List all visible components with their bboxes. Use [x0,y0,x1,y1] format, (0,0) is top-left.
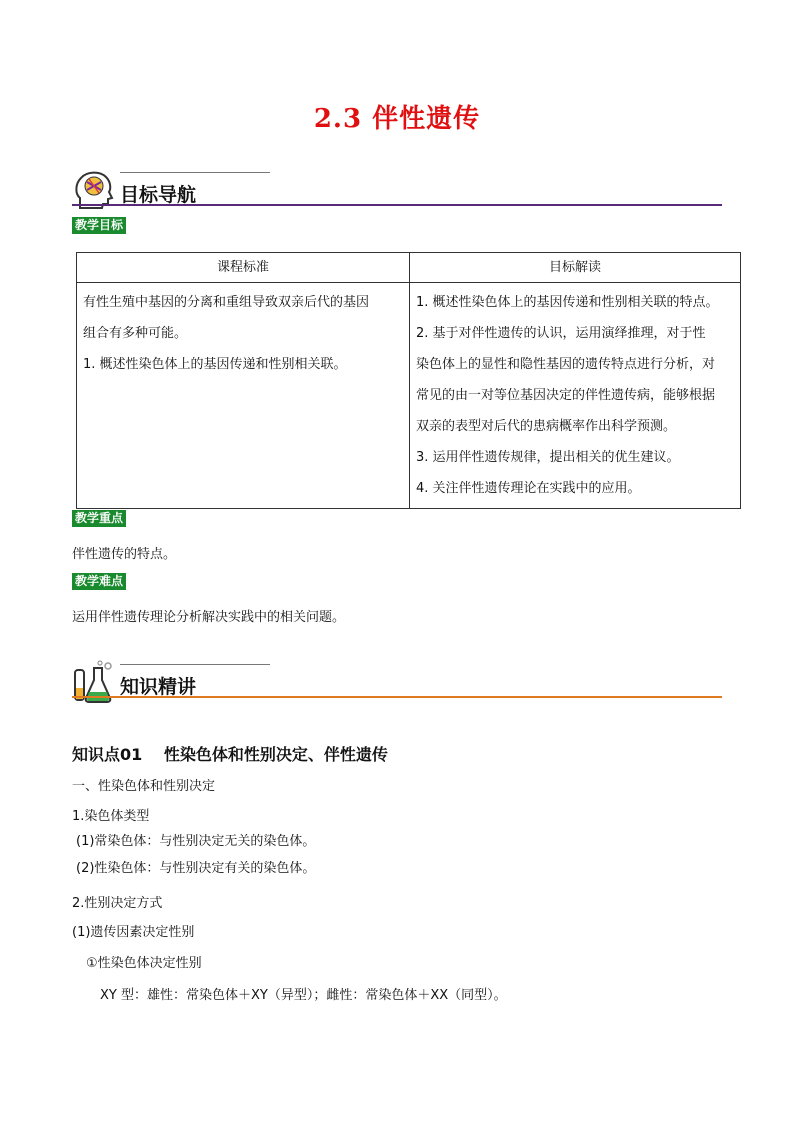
cell-line: 双亲的表型对后代的患病概率作出科学预测。 [416,419,677,434]
cell-line: 3. 运用伴性遗传规律，提出相关的优生建议。 [416,450,680,465]
cell-line: 常见的由一对等位基因决定的伴性遗传病，能够根据 [416,388,716,403]
table-cell-interpretation [410,283,741,509]
page-title: 2.3 伴性遗传 [313,104,481,134]
header-bottom-rule [72,204,722,206]
objectives-table [76,252,741,509]
content-line: (1)常染色体：与性别决定无关的染色体。 [76,834,316,849]
table-row [77,283,741,509]
key-point-text: 伴性遗传的特点。 [72,547,177,562]
tag-difficulties: 教学难点 [72,573,126,590]
cell-line: 染色体上的显性和隐性基因的遗传特点进行分析，对 [416,357,716,372]
knowledge-point-title: 知识点01 性染色体和性别决定、伴性遗传 [72,745,388,764]
tag-teaching-objectives: 教学目标 [72,217,126,234]
difficulty-text: 运用伴性遗传理论分析解决实践中的相关问题。 [72,610,346,625]
section-label-knowledge: 知识精讲 [120,676,197,698]
content-line: ①性染色体决定性别 [86,956,202,971]
tag-key-points: 教学重点 [72,510,126,527]
cell-line: 有性生殖中基因的分离和重组导致双亲后代的基因 [83,295,370,310]
cell-line: 4. 关注伴性遗传理论在实践中的应用。 [416,481,641,496]
table-cell-standard [77,283,410,509]
cell-line: 组合有多种可能。 [83,326,188,341]
cell-line: 1. 概述性染色体上的基因传递和性别相关联。 [83,357,347,372]
cell-line: 1. 概述性染色体上的基因传递和性别相关联的特点。 [416,295,719,310]
content-line: 1.染色体类型 [72,809,150,824]
section-label-goals: 目标导航 [120,184,197,206]
content-line: (2)性染色体：与性别决定有关的染色体。 [76,861,316,876]
content-line: XY 型：雄性：常染色体＋XY（异型）；雌性：常染色体＋XX（同型）。 [100,988,507,1003]
content-line: 2.性别决定方式 [72,896,163,911]
content-line: (1)遗传因素决定性别 [72,925,195,940]
table-header-goal-interpretation: 目标解读 [410,253,741,283]
header-top-rule [120,664,270,665]
section-header-goals [72,168,722,220]
header-bottom-rule [72,696,722,698]
table-header-row [77,253,741,283]
cell-line: 2. 基于对伴性遗传的认识，运用演绎推理，对于性 [416,326,706,341]
table-header-curriculum-standard: 课程标准 [77,253,410,283]
content-line: 一、性染色体和性别决定 [72,779,216,794]
header-top-rule [120,172,270,173]
section-header-knowledge [72,660,722,712]
